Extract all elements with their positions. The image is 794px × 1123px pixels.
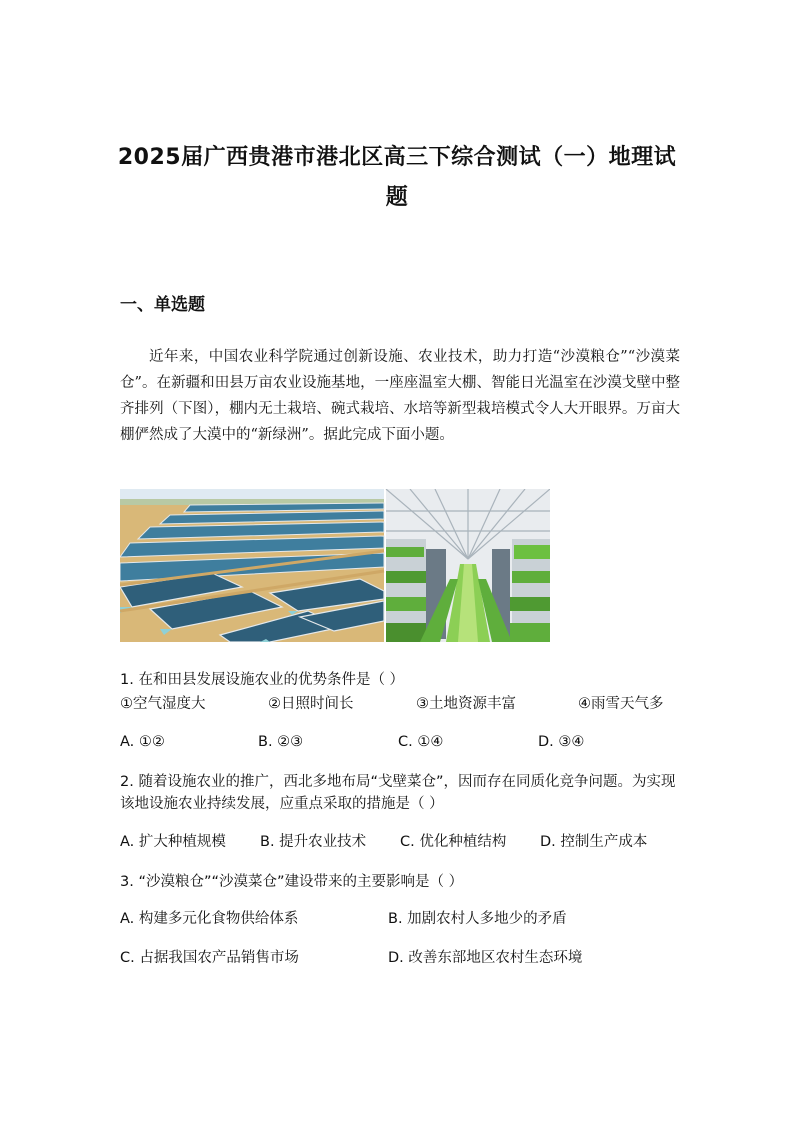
question-1-options — [120, 731, 684, 753]
option-b[interactable]: B. ②③ — [258, 734, 304, 750]
option-b[interactable]: B. 加剧农村人多地少的矛盾 — [388, 911, 567, 927]
option-d[interactable]: D. 改善东部地区农村生态环境 — [388, 950, 583, 966]
option-c[interactable]: C. 占据我国农产品销售市场 — [120, 950, 299, 966]
condition-2: ②日照时间长 — [268, 696, 354, 712]
question-1-stem: 1. 在和田县发展设施农业的优势条件是（ ） — [120, 672, 405, 688]
option-b[interactable]: B. 提升农业技术 — [260, 834, 367, 850]
question-1-conditions — [120, 693, 684, 715]
aerial-greenhouse-photo — [120, 489, 384, 642]
interior-greenhouse-photo — [386, 489, 550, 642]
question-2-stem: 2. 随着设施农业的推广，西北多地布局“戈壁菜仓”，因而存在同质化竞争问题。为实现该地设施农业持续发展，应重点采取的措施是（ ） — [120, 774, 676, 812]
option-a[interactable]: A. 构建多元化食物供给体系 — [120, 911, 299, 927]
option-d[interactable]: D. 控制生产成本 — [540, 834, 648, 850]
option-c[interactable]: C. ①④ — [398, 734, 444, 750]
page-title: 2025届广西贵港市港北区高三下综合测试（一）地理试题 — [117, 145, 677, 210]
condition-3: ③土地资源丰富 — [416, 696, 516, 712]
option-a[interactable]: A. ①② — [120, 734, 165, 750]
reading-passage: 近年来，中国农业科学院通过创新设施、农业技术，助力打造“沙漠粮仓”“沙漠菜仓”。在新疆和田县万亩农业设施基地，一座座温室大棚、智能日光温室在沙漠戈壁中整齐排列（下图），棚内无土栽培、碗式栽培、水培等新型栽培模式令人大开眼界。万亩大棚俨然成了大漠中的“新绿洲”。据此完成下面小题。 — [120, 349, 680, 443]
question-3-stem: 3. “沙漠粮仓”“沙漠菜仓”建设带来的主要影响是（ ） — [120, 874, 464, 890]
question-2-options — [120, 831, 684, 853]
section-heading: 一、单选题 — [120, 295, 205, 315]
condition-1: ①空气湿度大 — [120, 696, 206, 712]
option-a[interactable]: A. 扩大种植规模 — [120, 834, 226, 850]
condition-4: ④雨雪天气多 — [578, 696, 664, 712]
greenhouse-figure — [120, 489, 550, 642]
option-c[interactable]: C. 优化种植结构 — [400, 834, 507, 850]
option-d[interactable]: D. ③④ — [538, 734, 585, 750]
